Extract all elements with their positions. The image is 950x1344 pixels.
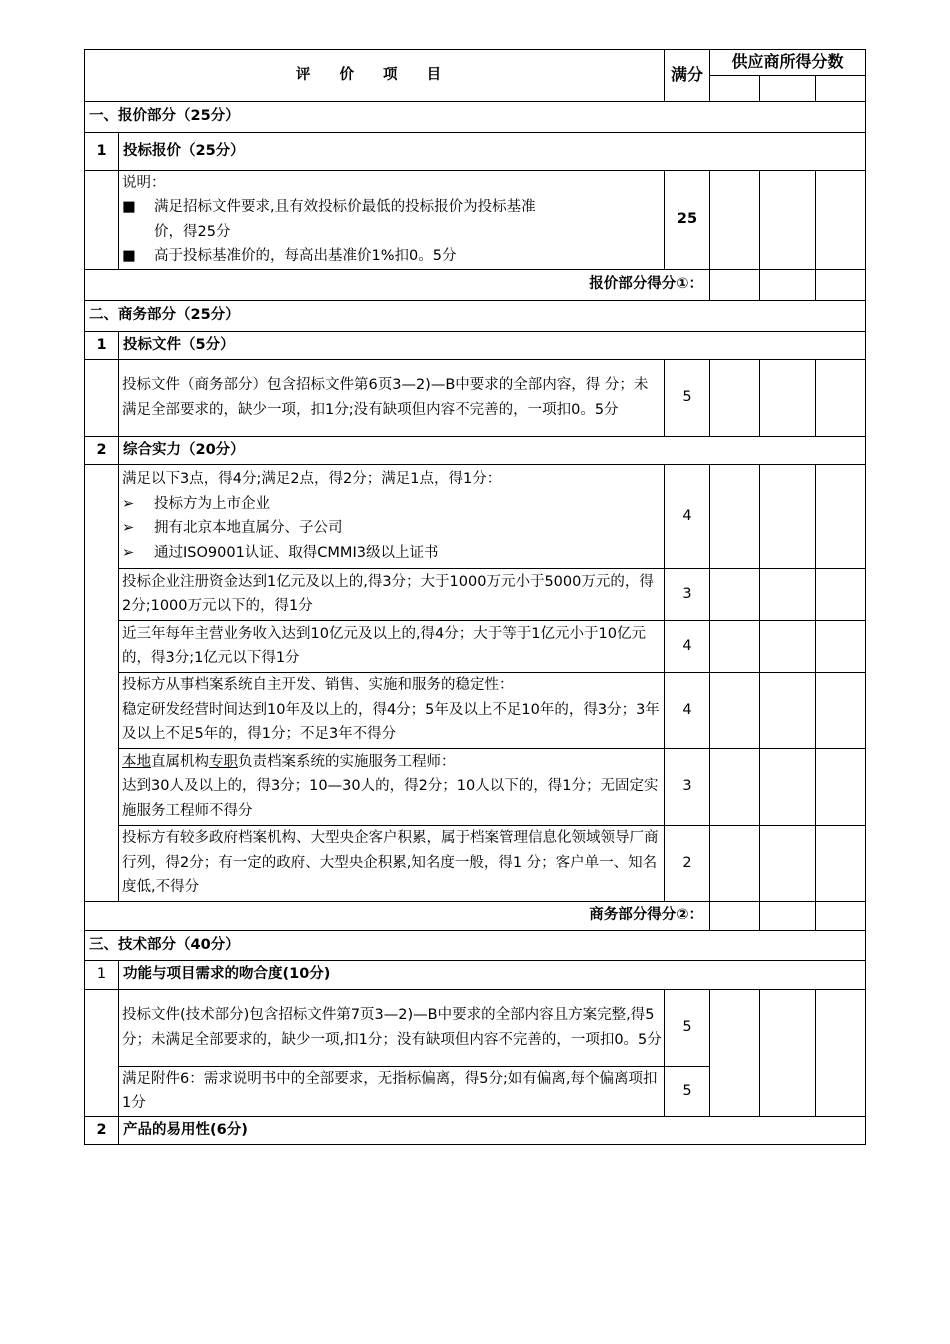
- s2-item1-sup-3: [816, 359, 866, 436]
- s2-r3-sup-2: [760, 620, 816, 672]
- s2-r4-desc: [119, 672, 665, 748]
- arrow-bullet-icon: ➢: [122, 544, 135, 561]
- s3-item1-desc-no: [85, 989, 119, 1116]
- s1-subtotal-2: [760, 269, 816, 300]
- s2-r1-b3-text: 通过ISO9001认证、取得CMMI3级以上证书: [154, 544, 439, 561]
- s2-r1-b2-text: 拥有北京本地直属分、子公司: [154, 520, 343, 536]
- s1-subtotal-3: [816, 269, 866, 300]
- s2-item1-desc-no: [85, 359, 119, 436]
- s2-r5-t1: 直属机构: [151, 753, 209, 770]
- s2-item2-no: 2: [85, 436, 119, 464]
- supplier-col-2: [760, 75, 816, 101]
- s1-desc-line1: [122, 195, 662, 220]
- supplier-col-1: [710, 75, 760, 101]
- s2-r1-sup-2: [760, 464, 816, 568]
- supplier-col-3: [816, 75, 866, 101]
- s2-r4-sup-2: [760, 672, 816, 748]
- s2-r6-score: 2: [665, 825, 710, 901]
- header-full-score: 满分: [665, 50, 710, 102]
- s2-r3-sup-3: [816, 620, 866, 672]
- s3-item1-name: 功能与项目需求的吻合度(10分): [119, 960, 866, 989]
- s2-item1-desc: 投标文件（商务部分）包含招标文件第6页3—2)—B中要求的全部内容，得 分；未满足全部要求的，缺少一项，扣1分;没有缺项但内容不完善的，一项扣0。5分: [119, 359, 665, 436]
- s2-subtotal-label: 商务部分得分②：: [85, 901, 710, 930]
- s2-r1-b1-text: 投标方为上市企业: [154, 495, 270, 512]
- s1-desc-intro: 说明：: [122, 174, 166, 191]
- s3-r2-desc: 满足附件6：需求说明书中的全部要求，无指标偏离，得5分;如有偏离,每个偏离项扣1分: [119, 1066, 665, 1116]
- s3-r1-desc: 投标文件(技术部分)包含招标文件第7页3—2)—B中要求的全部内容且方案完整,得5分；未满足全部要求的，缺少一项,扣1分；没有缺项但内容不完善的，一项扣0。5分: [119, 989, 665, 1066]
- section-2-title: 二、商务部分（25分）: [85, 300, 866, 331]
- s2-r5-t2: 负责档案系统的实施服务工程师：: [238, 753, 456, 770]
- s2-r2-score: 3: [665, 568, 710, 620]
- s2-item2-desc-no: [85, 464, 119, 901]
- header-supplier-score: 供应商所得分数: [710, 50, 866, 76]
- s1-score: 25: [665, 170, 710, 269]
- s2-r5-sup-2: [760, 748, 816, 825]
- section-3-title: 三、技术部分（40分）: [85, 930, 866, 960]
- s2-r5-score: 3: [665, 748, 710, 825]
- s3-r1-score: 5: [665, 989, 710, 1066]
- s2-r5-u1: 本地: [122, 753, 151, 770]
- s2-r1-b2: [122, 516, 662, 541]
- arrow-bullet-icon: ➢: [122, 495, 135, 512]
- s2-item1-name: 投标文件（5分）: [119, 331, 866, 359]
- s2-subtotal-3: [816, 901, 866, 930]
- s2-r5-sup-1: [710, 748, 760, 825]
- s1-sup-2: [760, 170, 816, 269]
- s2-r1-intro: 满足以下3点，得4分;满足2点，得2分；满足1点，得1分：: [122, 471, 502, 487]
- s2-r6-sup-1: [710, 825, 760, 901]
- s2-item1-sup-1: [710, 359, 760, 436]
- s2-r1-b1: [122, 492, 662, 517]
- s2-r1-score: 4: [665, 464, 710, 568]
- s2-r1-sup-1: [710, 464, 760, 568]
- s2-r5-line1: [122, 750, 662, 775]
- s2-r2-sup-2: [760, 568, 816, 620]
- s1-sup-3: [816, 170, 866, 269]
- s2-r3-score: 4: [665, 620, 710, 672]
- square-bullet-icon: ■: [122, 199, 136, 215]
- s2-r2-sup-3: [816, 568, 866, 620]
- s2-r4-score: 4: [665, 672, 710, 748]
- s1-desc-no: [85, 170, 119, 269]
- s2-item2-name: 综合实力（20分）: [119, 436, 866, 464]
- s3-sup-1: [710, 989, 760, 1116]
- scoring-sheet: [84, 49, 865, 1145]
- s1-item1-no: 1: [85, 132, 119, 170]
- s2-r4-sup-3: [816, 672, 866, 748]
- s2-r1-sup-3: [816, 464, 866, 568]
- header-title: [85, 50, 665, 102]
- s1-desc-line1b: 价，得25分: [154, 223, 231, 240]
- s2-r2-desc: 投标企业注册资金达到1亿元及以上的,得3分；大于1000万元小于5000万元的，得2分;1000万元以下的，得1分: [119, 568, 665, 620]
- s2-item1-sup-2: [760, 359, 816, 436]
- s2-r6-desc: 投标方有较多政府档案机构、大型央企客户积累，属于档案管理信息化领域领导厂商行列，得2分；有一定的政府、大型央企积累,知名度一般，得1 分；客户单一、知名度低,不得分: [119, 825, 665, 901]
- s2-r4-line1: 投标方从事档案系统自主开发、销售、实施和服务的稳定性：: [122, 677, 514, 694]
- s3-r2-score: 5: [665, 1066, 710, 1116]
- s1-desc-line2: [122, 244, 662, 269]
- s1-sup-1: [710, 170, 760, 269]
- s3-item1-no: 1: [85, 960, 119, 989]
- s2-r1-b3: [122, 541, 662, 566]
- s2-r2-sup-1: [710, 568, 760, 620]
- arrow-bullet-icon: ➢: [122, 520, 135, 536]
- s3-item2-name: 产品的易用性(6分): [119, 1116, 866, 1144]
- s3-item2-no: 2: [85, 1116, 119, 1144]
- s2-r4-line2: 稳定研发经营时间达到10年及以上的，得4分；5年及以上不足10年的，得3分；3年及以上不足5年的，得1分；不足3年不得分: [122, 701, 660, 743]
- header-title-text: 评 价 项 目: [295, 67, 454, 83]
- s2-item1-no: 1: [85, 331, 119, 359]
- s2-item1-score: 5: [665, 359, 710, 436]
- s2-subtotal-2: [760, 901, 816, 930]
- s2-r1-desc: [119, 464, 665, 568]
- s1-item1-name: 投标报价（25分）: [119, 132, 866, 170]
- evaluation-table: [84, 49, 866, 1145]
- section-1-title: 一、报价部分（25分）: [85, 101, 866, 132]
- s2-r3-sup-1: [710, 620, 760, 672]
- s1-desc-line1a: 满足招标文件要求,且有效投标价最低的投标报价为投标基准: [154, 199, 536, 215]
- s1-desc: [119, 170, 665, 269]
- square-bullet-icon: ■: [122, 248, 136, 264]
- s1-subtotal-label: 报价部分得分①：: [85, 269, 710, 300]
- s2-r5-desc: [119, 748, 665, 825]
- s2-r5-line2: 达到30人及以上的，得3分；10—30人的，得2分；10人以下的，得1分；无固定实施服务工程师不得分: [122, 778, 659, 819]
- s1-desc-line2-text: 高于投标基准价的，每高出基准价1%扣0。5分: [154, 248, 457, 264]
- s2-r5-sup-3: [816, 748, 866, 825]
- s2-r5-u2: 专职: [209, 753, 238, 770]
- s2-r6-sup-3: [816, 825, 866, 901]
- s2-r6-sup-2: [760, 825, 816, 901]
- s2-r3-desc: 近三年每年主营业务收入达到10亿元及以上的,得4分；大于等于1亿元小于10亿元的，得3分;1亿元以下得1分: [119, 620, 665, 672]
- s3-sup-2: [760, 989, 816, 1116]
- s2-r4-sup-1: [710, 672, 760, 748]
- s1-subtotal-1: [710, 269, 760, 300]
- s2-subtotal-1: [710, 901, 760, 930]
- s3-sup-3: [816, 989, 866, 1116]
